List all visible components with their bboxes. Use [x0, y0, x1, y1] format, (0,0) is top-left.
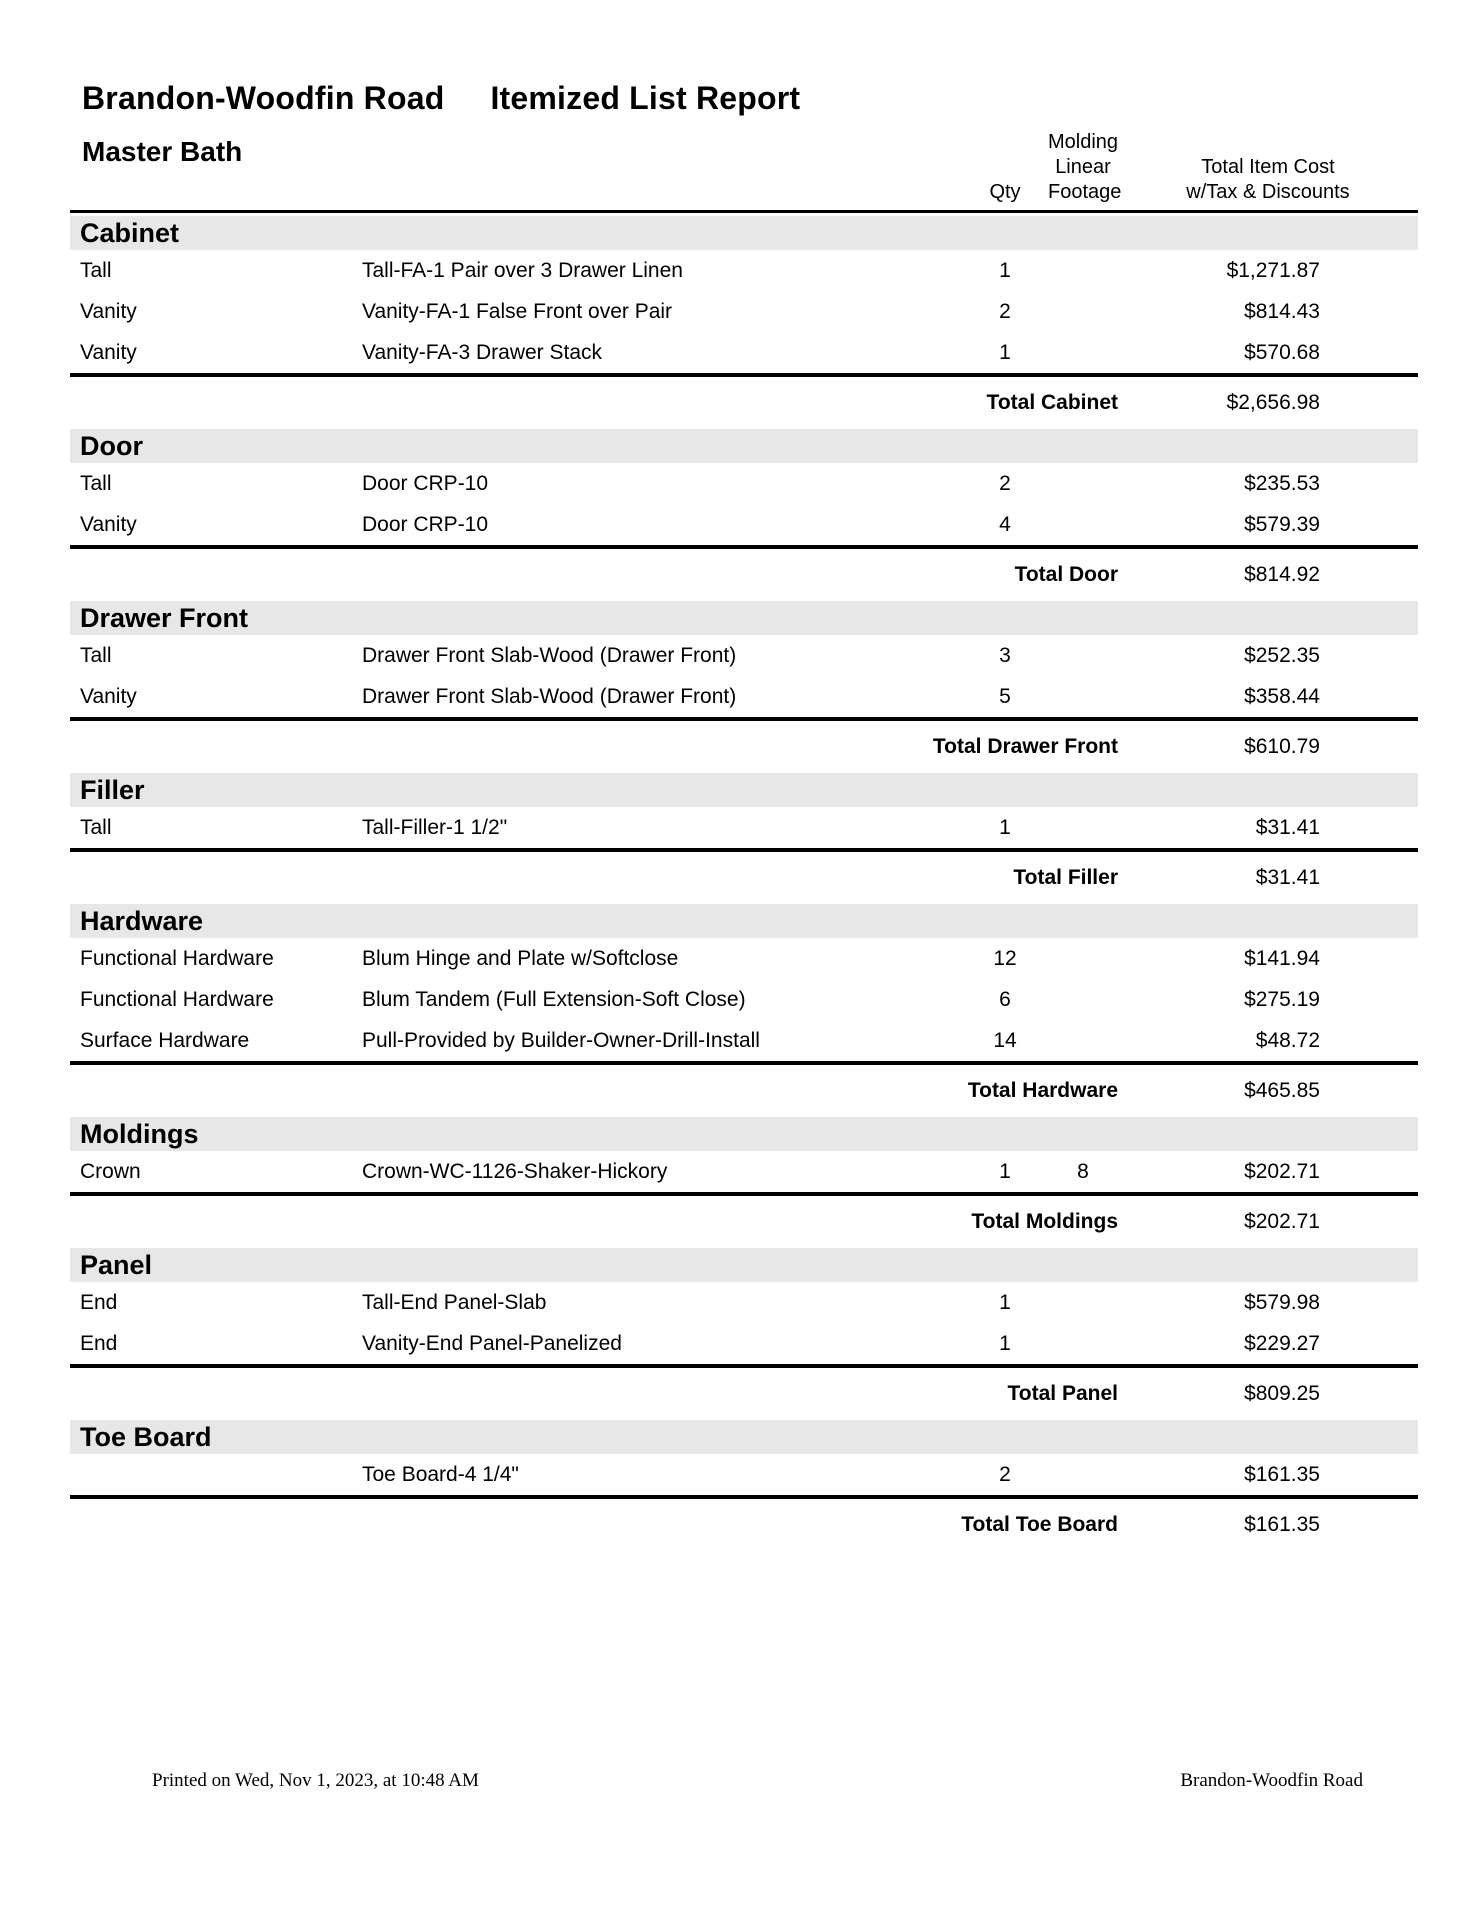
item-cost: $48.72: [1255, 1028, 1320, 1052]
item-cost: $202.71: [1244, 1159, 1320, 1183]
section-header-hardware: Hardware: [70, 904, 1418, 938]
item-qty: 1: [999, 815, 1011, 839]
column-header-molding: Molding Linear Footage: [1048, 131, 1122, 203]
item-qty: 5: [999, 684, 1011, 708]
page-footer: [152, 1770, 1363, 1792]
item-qty: 1: [999, 1331, 1011, 1355]
item-type: Functional Hardware: [80, 987, 274, 1011]
item-description: Tall-Filler-1 1/2": [362, 815, 508, 839]
item-cost: $252.35: [1244, 643, 1320, 667]
column-header-qty: Qty: [989, 181, 1021, 203]
section-total-value: $809.25: [1244, 1382, 1320, 1405]
table-row: [70, 1323, 1418, 1364]
section-total-value: $31.41: [1255, 866, 1320, 889]
item-type: Tall: [80, 643, 112, 667]
item-description: Crown-WC-1126-Shaker-Hickory: [362, 1159, 668, 1183]
room-title: Master Bath: [82, 136, 243, 167]
item-qty: 1: [999, 340, 1011, 364]
item-type: Crown: [80, 1159, 141, 1183]
table-row: [70, 938, 1418, 979]
table-row: [70, 1282, 1418, 1323]
section-total-label: Total Filler: [1013, 866, 1118, 889]
item-description: Tall-FA-1 Pair over 3 Drawer Linen: [362, 258, 683, 282]
section-total-label: Total Toe Board: [961, 1513, 1118, 1536]
item-qty: 2: [999, 299, 1011, 323]
item-cost: $570.68: [1244, 340, 1320, 364]
section-total-value: $610.79: [1244, 735, 1320, 758]
table-row: [70, 1151, 1418, 1192]
item-description: Drawer Front Slab-Wood (Drawer Front): [362, 684, 737, 708]
item-cost: $358.44: [1244, 684, 1320, 708]
section-total-row: [70, 1196, 1418, 1248]
table-row: [70, 250, 1418, 291]
section-total-label: Total Cabinet: [986, 391, 1118, 414]
section-total-row: [70, 549, 1418, 601]
section-total-label: Total Panel: [1007, 1382, 1118, 1405]
item-description: Door CRP-10: [362, 471, 489, 495]
section-total-label: Total Hardware: [967, 1079, 1118, 1102]
item-description: Door CRP-10: [362, 512, 489, 536]
section-header-toe-board: Toe Board: [70, 1420, 1418, 1454]
item-type: Vanity: [80, 299, 137, 323]
item-description: Toe Board-4 1/4": [362, 1462, 519, 1486]
table-row: [70, 979, 1418, 1020]
item-cost: $579.98: [1244, 1290, 1320, 1314]
project-name: Brandon-Woodfin Road: [82, 80, 445, 116]
item-qty: 1: [999, 1290, 1011, 1314]
table-row: [70, 807, 1418, 848]
item-description: Vanity-FA-3 Drawer Stack: [362, 340, 603, 364]
section-total-row: [70, 852, 1418, 904]
item-qty: 6: [999, 987, 1011, 1011]
section-total-label: Total Drawer Front: [932, 735, 1118, 758]
report-name: Itemized List Report: [490, 80, 801, 116]
column-headers: [70, 118, 1418, 213]
section-total-value: $2,656.98: [1226, 391, 1320, 414]
section-header-drawer-front: Drawer Front: [70, 601, 1418, 635]
item-cost: $235.53: [1244, 471, 1320, 495]
item-description: Drawer Front Slab-Wood (Drawer Front): [362, 643, 737, 667]
section-total-label: Total Door: [1014, 563, 1118, 586]
item-description: Pull-Provided by Builder-Owner-Drill-Install: [362, 1028, 760, 1052]
table-row: [70, 1020, 1418, 1061]
item-qty: 14: [993, 1028, 1017, 1052]
section-header-filler: Filler: [70, 773, 1418, 807]
item-type: Tall: [80, 815, 112, 839]
section-header-moldings: Moldings: [70, 1117, 1418, 1151]
section-total-value: $202.71: [1244, 1210, 1320, 1233]
item-qty: 2: [999, 471, 1011, 495]
item-description: Blum Tandem (Full Extension-Soft Close): [362, 987, 746, 1011]
item-qty: 4: [999, 512, 1011, 536]
item-type: Vanity: [80, 340, 137, 364]
item-type: Vanity: [80, 512, 137, 536]
section-header-door: Door: [70, 429, 1418, 463]
item-cost: $141.94: [1244, 946, 1320, 970]
page-title: [82, 80, 800, 117]
item-type: End: [80, 1331, 118, 1355]
section-total-label: Total Moldings: [971, 1210, 1118, 1233]
item-qty: 12: [993, 946, 1017, 970]
item-cost: $1,271.87: [1226, 258, 1320, 282]
item-description: Vanity-FA-1 False Front over Pair: [362, 299, 673, 323]
table-row: [70, 504, 1418, 545]
table-row: [70, 635, 1418, 676]
item-cost: $31.41: [1255, 815, 1320, 839]
item-type: Surface Hardware: [80, 1028, 250, 1052]
column-header-total-cost: Total Item Cost w/Tax & Discounts: [1186, 156, 1350, 203]
item-description: Tall-End Panel-Slab: [362, 1290, 547, 1314]
section-header-cabinet: Cabinet: [70, 216, 1418, 250]
printed-timestamp: Printed on Wed, Nov 1, 2023, at 10:48 AM: [152, 1770, 479, 1791]
section-total-row: [70, 1065, 1418, 1117]
item-type: Vanity: [80, 684, 137, 708]
section-total-row: [70, 377, 1418, 429]
table-row: [70, 676, 1418, 717]
item-type: Functional Hardware: [80, 946, 274, 970]
table-row: [70, 463, 1418, 504]
item-cost: $579.39: [1244, 512, 1320, 536]
item-molding-footage: 8: [1077, 1159, 1089, 1183]
table-row: [70, 1454, 1418, 1495]
section-total-row: [70, 1368, 1418, 1420]
section-total-row: [70, 1499, 1418, 1551]
item-type: End: [80, 1290, 118, 1314]
table-row: [70, 291, 1418, 332]
section-header-panel: Panel: [70, 1248, 1418, 1282]
section-total-row: [70, 721, 1418, 773]
item-cost: $275.19: [1244, 987, 1320, 1011]
item-qty: 2: [999, 1462, 1011, 1486]
item-type: Tall: [80, 471, 112, 495]
report-body: [70, 216, 1418, 1551]
item-type: Tall: [80, 258, 112, 282]
section-total-value: $161.35: [1244, 1513, 1320, 1536]
item-qty: 1: [999, 258, 1011, 282]
item-qty: 1: [999, 1159, 1011, 1183]
section-total-value: $814.92: [1244, 563, 1320, 586]
item-cost: $229.27: [1244, 1331, 1320, 1355]
item-cost: $814.43: [1244, 299, 1320, 323]
table-row: [70, 332, 1418, 373]
item-description: Blum Hinge and Plate w/Softclose: [362, 946, 679, 970]
item-description: Vanity-End Panel-Panelized: [362, 1331, 622, 1355]
item-cost: $161.35: [1244, 1462, 1320, 1486]
footer-project-name: Brandon-Woodfin Road: [1180, 1770, 1363, 1791]
item-qty: 3: [999, 643, 1011, 667]
section-total-value: $465.85: [1244, 1079, 1320, 1102]
